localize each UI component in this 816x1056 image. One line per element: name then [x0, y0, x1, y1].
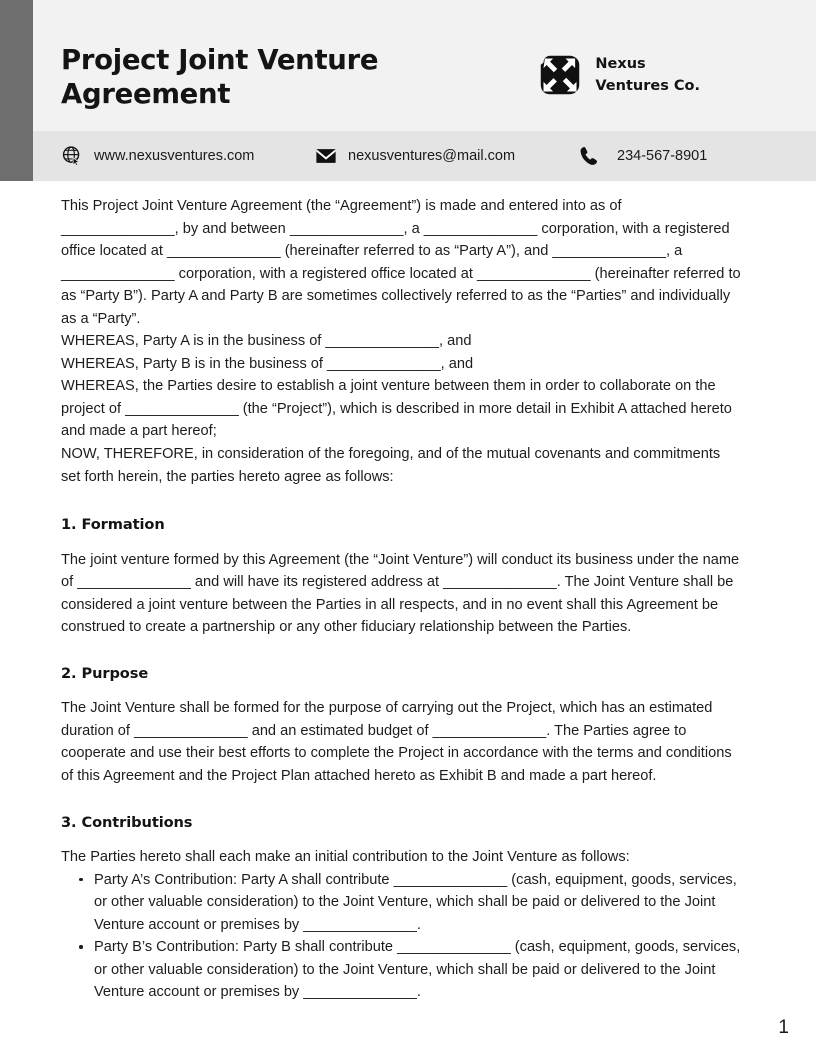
- contact-item-phone[interactable]: [578, 145, 707, 167]
- section-heading-formation: 1. Formation: [61, 516, 165, 534]
- intro-paragraph: This Project Joint Venture Agreement (the “Agreement”) is made and entered into as of ______________, by and between ______________, a ______________ corporation, with a registered office located at ______________ (hereinafter referred to as “Party A”), and ______________, a ______________ corporation, with a registered office located at ______________ (hereinafter referred to as “Party B”). Party A and Party B are sometimes collectively referred to as the “Parties” and individually as a “Party”.: [61, 198, 741, 327]
- now-therefore: NOW, THEREFORE, in consideration of the foregoing, and of the mutual covenants and commitments set forth herein, the parties hereto agree as follows:: [61, 446, 721, 485]
- phone-icon: [578, 145, 600, 167]
- contact-bar: [0, 131, 816, 181]
- section-body-formation: The joint venture formed by this Agreement (the “Joint Venture”) will conduct its business under the name of ______________ and will have its registered address at ______________. The Joint Venture shall be considered a joint venture between the Parties in all respects, and in no event shall this Agreement be construed to create a partnership or any other fiduciary relationship between the Parties.: [61, 551, 740, 636]
- page-title: Project Joint Venture Agreement: [61, 44, 379, 110]
- globe-icon: [61, 145, 83, 167]
- page-number: 1: [778, 1017, 789, 1038]
- whereas-party-a: WHEREAS, Party A is in the business of ______________, and: [61, 333, 472, 350]
- whereas-party-b: WHEREAS, Party B is in the business of ______________, and: [61, 355, 474, 372]
- website-label: www.nexusventures.com: [94, 148, 255, 164]
- decorative-sidebar-strip: [0, 0, 33, 181]
- contributions-list: [61, 869, 743, 1004]
- contact-item-website[interactable]: [61, 145, 254, 167]
- header-content: [61, 44, 792, 111]
- whereas-joint-venture: WHEREAS, the Parties desire to establish a joint venture between them in order to collaborate on the project of ______________ (the “Project”), which is described in more detail in Exhibit A attached hereto and made a part hereof;: [61, 378, 732, 440]
- envelope-icon: [315, 145, 337, 167]
- brand-name: Nexus Ventures Co.: [595, 56, 700, 95]
- contact-item-email[interactable]: [315, 145, 515, 167]
- phone-label: 234-567-8901: [617, 148, 708, 164]
- list-item: Party B’s Contribution: Party B shall contribute ______________ (cash, equipment, goods, services, or other valuable consideration) to the Joint Venture, which shall be paid or delivered to the Joint Venture account or premises by ______________.: [94, 936, 743, 1004]
- email-label: nexusventures@mail.com: [348, 148, 516, 164]
- brand-lockup: [538, 53, 700, 98]
- section-body-purpose: The Joint Venture shall be formed for the purpose of carrying out the Project, which has an estimated duration of ______________ and an estimated budget of ______________. The Parties agree to cooperate and use their best efforts to complete the Project in accordance with the terms and conditions of this Agreement and the Project Plan attached hereto as Exhibit B and made a part hereof.: [61, 700, 732, 785]
- converging-arrows-logo-icon: [538, 53, 582, 97]
- section-heading-contributions: 3. Contributions: [61, 813, 193, 831]
- section-body-contributions: The Parties hereto shall each make an initial contribution to the Joint Venture as follows:: [61, 849, 630, 866]
- list-item: Party A’s Contribution: Party A shall contribute ______________ (cash, equipment, goods, services, or other valuable consideration) to the Joint Venture, which shall be paid or delivered to the Joint Venture account or premises by ______________.: [94, 869, 743, 937]
- document-body: [61, 195, 743, 1004]
- section-heading-purpose: 2. Purpose: [61, 664, 149, 682]
